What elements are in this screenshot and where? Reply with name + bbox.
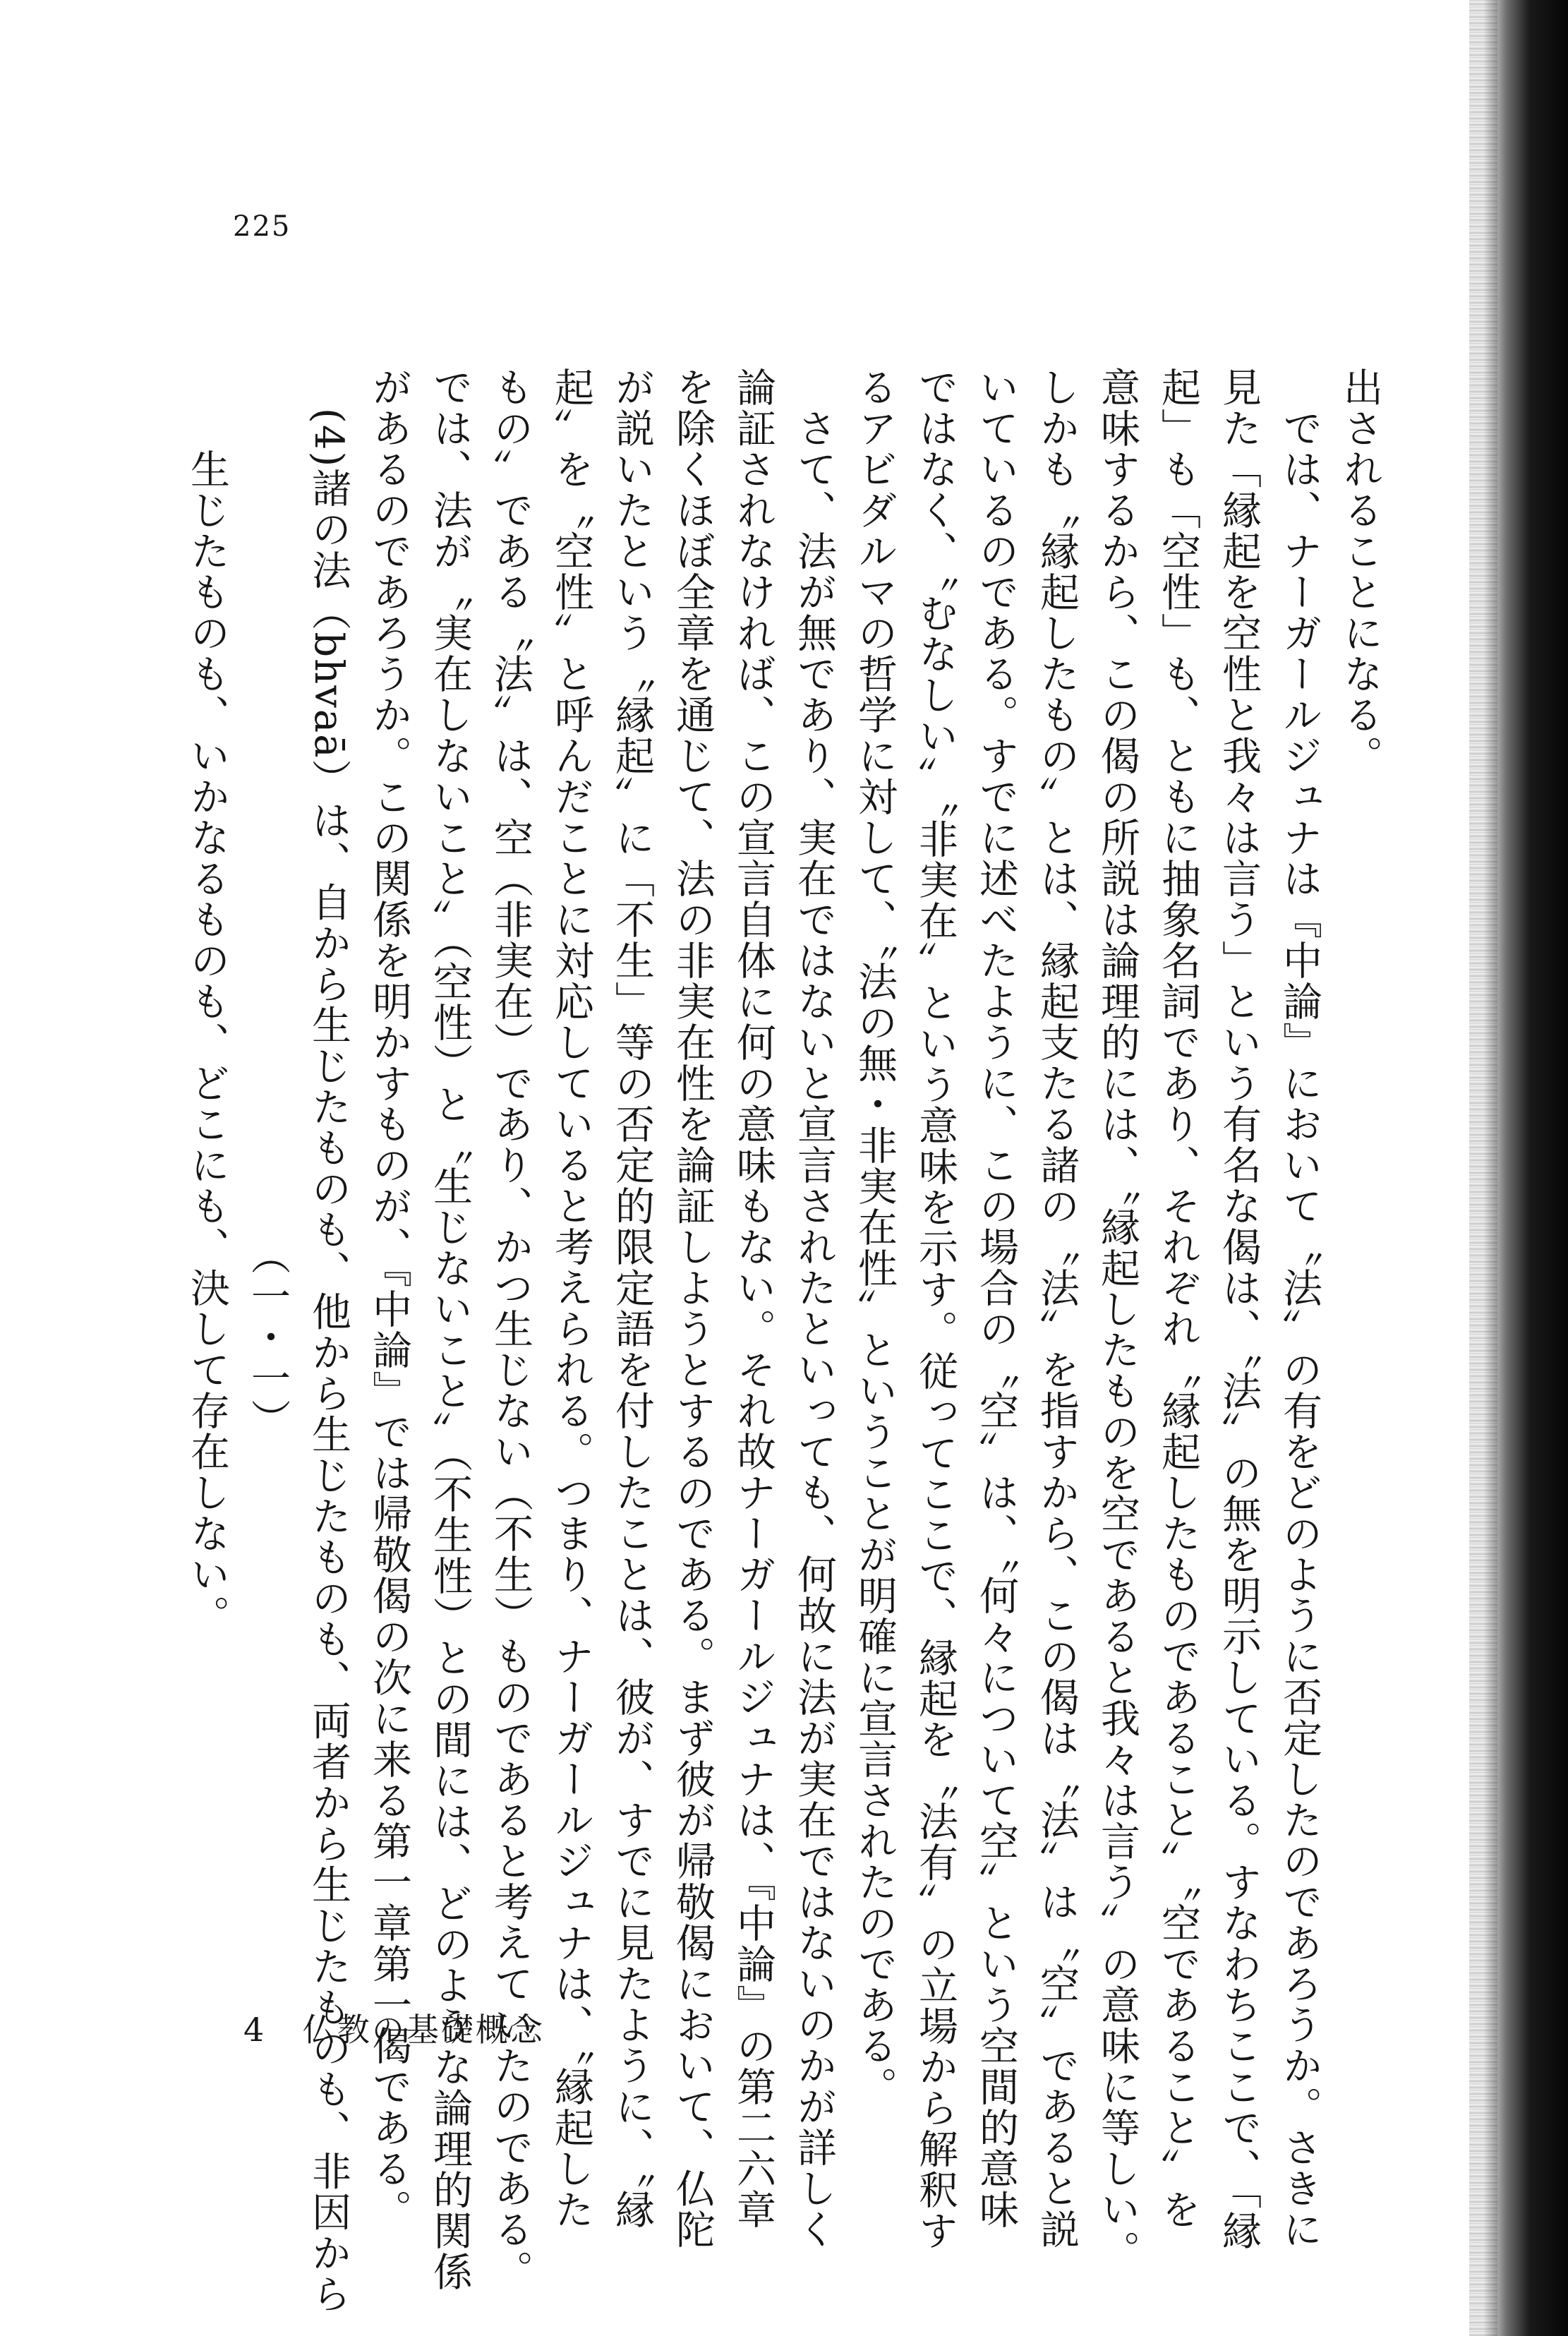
scan-edge-texture: [1469, 0, 1497, 2336]
text-column: では、ナーガールジュナは『中論』において〝法〟の有をどのように否定したのであろうか。さきに: [1277, 367, 1322, 2250]
text-column: いているのである。すでに述べたように、この場合の〝空〟は、〝何々について空〟という空間的意味: [973, 367, 1019, 2230]
verse-reference: （一・一）: [245, 1235, 291, 1440]
chapter-title: 仏教の基礎概念: [302, 2011, 545, 2049]
text-column: 意味するから、この偈の所説は論理的には、〝縁起したものを空であると我々は言う〟の意味に等しい。: [1094, 367, 1140, 2271]
text-column: (4)諸の法（bhvaā）は、自から生じたものも、他から生じたものも、両者から生じたものも、非因から: [306, 367, 351, 2315]
text-column: があるのであろうか。この関係を明かすものが、『中論』では帰敬偈の次に来る第一章第一偈である。: [366, 367, 412, 2230]
text-column: さて、法が無であり、実在ではないと宣言されたといっても、何故に法が実在ではないのかが詳しく: [791, 367, 837, 2250]
text-column: 起〟を〝空性〟と呼んだことに対応していると考えられる。つまり、ナーガールジュナは、〝縁起した: [548, 367, 594, 2230]
running-footer: [243, 2004, 545, 2051]
text-column: を除くほぼ全章を通じて、法の非実在性を論証しようとするのである。まず彼が帰敬偈において、仏陀: [670, 367, 716, 2250]
text-column: では、法が〝実在しないこと〟（空性）と〝生じないこと〟（不生性）との間には、どのような論理的関係: [427, 367, 473, 2292]
text-column: しかも〝縁起したもの〟とは、縁起支たる諸の〝法〟を指すから、この偈は〝法〟は〝空〟であると説: [1034, 367, 1080, 2250]
chapter-number: 4: [243, 2011, 267, 2049]
text-column: が説いたという〝縁起〟に「不生」等の否定的限定語を付したことは、彼が、すでに見たように、〝縁: [609, 367, 655, 2230]
text-column: 見た「縁起を空性と我々は言う」という有名な偈は、〝法〟の無を明示している。すなわちここで、「縁: [1216, 367, 1262, 2251]
text-column: 起」も「空性」も、ともに抽象名詞であり、それぞれ〝縁起したものであること〟〝空であること〟を: [1155, 367, 1201, 2230]
text-column: 論証されなければ、この宣言自体に何の意味もない。それ故ナーガールジュナは、『中論』の第二六章: [730, 367, 776, 2230]
text-column: 出されることになる。: [1337, 367, 1383, 776]
text-column: もの〟である〝法〟は、空（非実在）であり、かつ生じない（不生）ものであると考えていたのである。: [488, 367, 533, 2291]
page-number: 225: [233, 210, 291, 243]
text-column: 生じたものも、いかなるものも、どこにも、決して存在しない。: [184, 367, 230, 1636]
text-column: るアビダルマの哲学に対して、〝法の無・非実在性〟ということが明確に宣言されたのである。: [852, 367, 898, 2107]
text-column: ではなく、〝むなしい〟〝非実在〟という意味を示す。従ってここで、縁起を〝法有〟の立場から解釈す: [912, 367, 958, 2251]
